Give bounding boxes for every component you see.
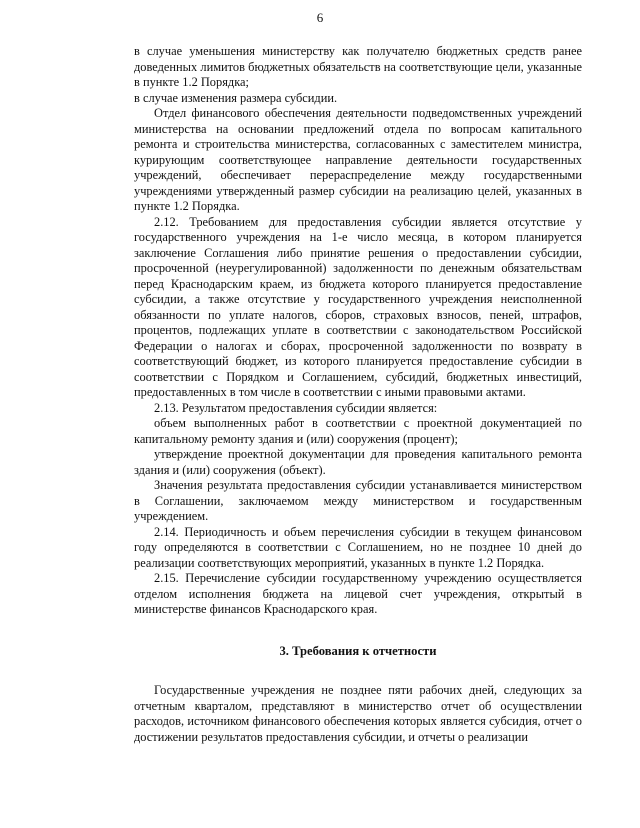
paragraph: объем выполненных работ в соответствии с проектной документацией по капитальному ремонту здания и (или) сооружения (процент); — [134, 416, 582, 446]
paragraph: утверждение проектной документации для проведения капитального ремонта здания и (или) сооружения (объект). — [134, 447, 582, 477]
paragraph: 2.13. Результатом предоставления субсидии является: — [154, 400, 438, 415]
document-body — [134, 44, 582, 745]
paragraph: 2.15. Перечисление субсидии государственному учреждению осуществляется отделом исполнения бюджета на лицевой счет учреждения, открытый в министерстве финансов Краснодарского края. — [134, 571, 582, 616]
paragraph: в случае уменьшения министерству как получателю бюджетных средств ранее доведенных лимитов бюджетных обязательств на соответствующие цели, указанные в пункте 1.2 Порядка; — [134, 44, 582, 89]
paragraph: 2.14. Периодичность и объем перечисления субсидии в текущем финансовом году определяются в соответствии с Соглашением, но не позднее 10 дней до реализации соответствующих мероприятий, указанных в пункте 1.2 Порядка. — [134, 524, 582, 570]
paragraph: в случае изменения размера субсидии. — [134, 90, 338, 105]
paragraph: Отдел финансового обеспечения деятельности подведомственных учреждений министерства на основании предложений отдела по вопросам капитального ремонта и строительства министерства, согласованных с заместителем министра, курирующим соответствующее направление деятельности государственных учреждений, обеспечивает перераспределение между государственными учреждениями утвержденный размер субсидии на реализацию целей, указанных в пункте 1.2 Порядка. — [134, 106, 582, 213]
paragraph: Значения результата предоставления субсидии устанавливается министерством в Соглашении, заключаемом между министерством и государственным учреждением. — [134, 478, 582, 523]
section-title: 3. Требования к отчетности — [279, 643, 437, 658]
page-number: 6 — [316, 10, 324, 25]
paragraph: 2.12. Требованием для предоставления субсидии является отсутствие у государственного учреждения на 1-е число месяца, в котором планируется заключение Соглашения либо принятие решения о предоставлении субсидии, просроченной (неурегулированной) задолженности по денежным обязательствам перед Краснодарским краем, из бюджета которого планируется предоставление субсидии, а также отсутствие у государственного учреждения неисполненной обязанности по уплате налогов, сборов, страховых взносов, пеней, штрафов, процентов, подлежащих уплате в соответствии с законодательством Российской Федерации о налогах и сборах, просроченной задолженности по возврату в соответствующий бюджет, из которого планируется предоставление субсидии в соответствии с Порядком и Соглашением, субсидий, бюджетных инвестиций, предоставленных в том числе в соответствии с иными правовыми актами. — [134, 214, 582, 399]
paragraph: Государственные учреждения не позднее пяти рабочих дней, следующих за отчетным кварталом, представляют в министерство отчет об осуществлении расходов, источником финансового обеспечения которых является субсидия, отчет о достижении результатов предоставления субсидии, и отчеты о реализации — [134, 683, 582, 744]
